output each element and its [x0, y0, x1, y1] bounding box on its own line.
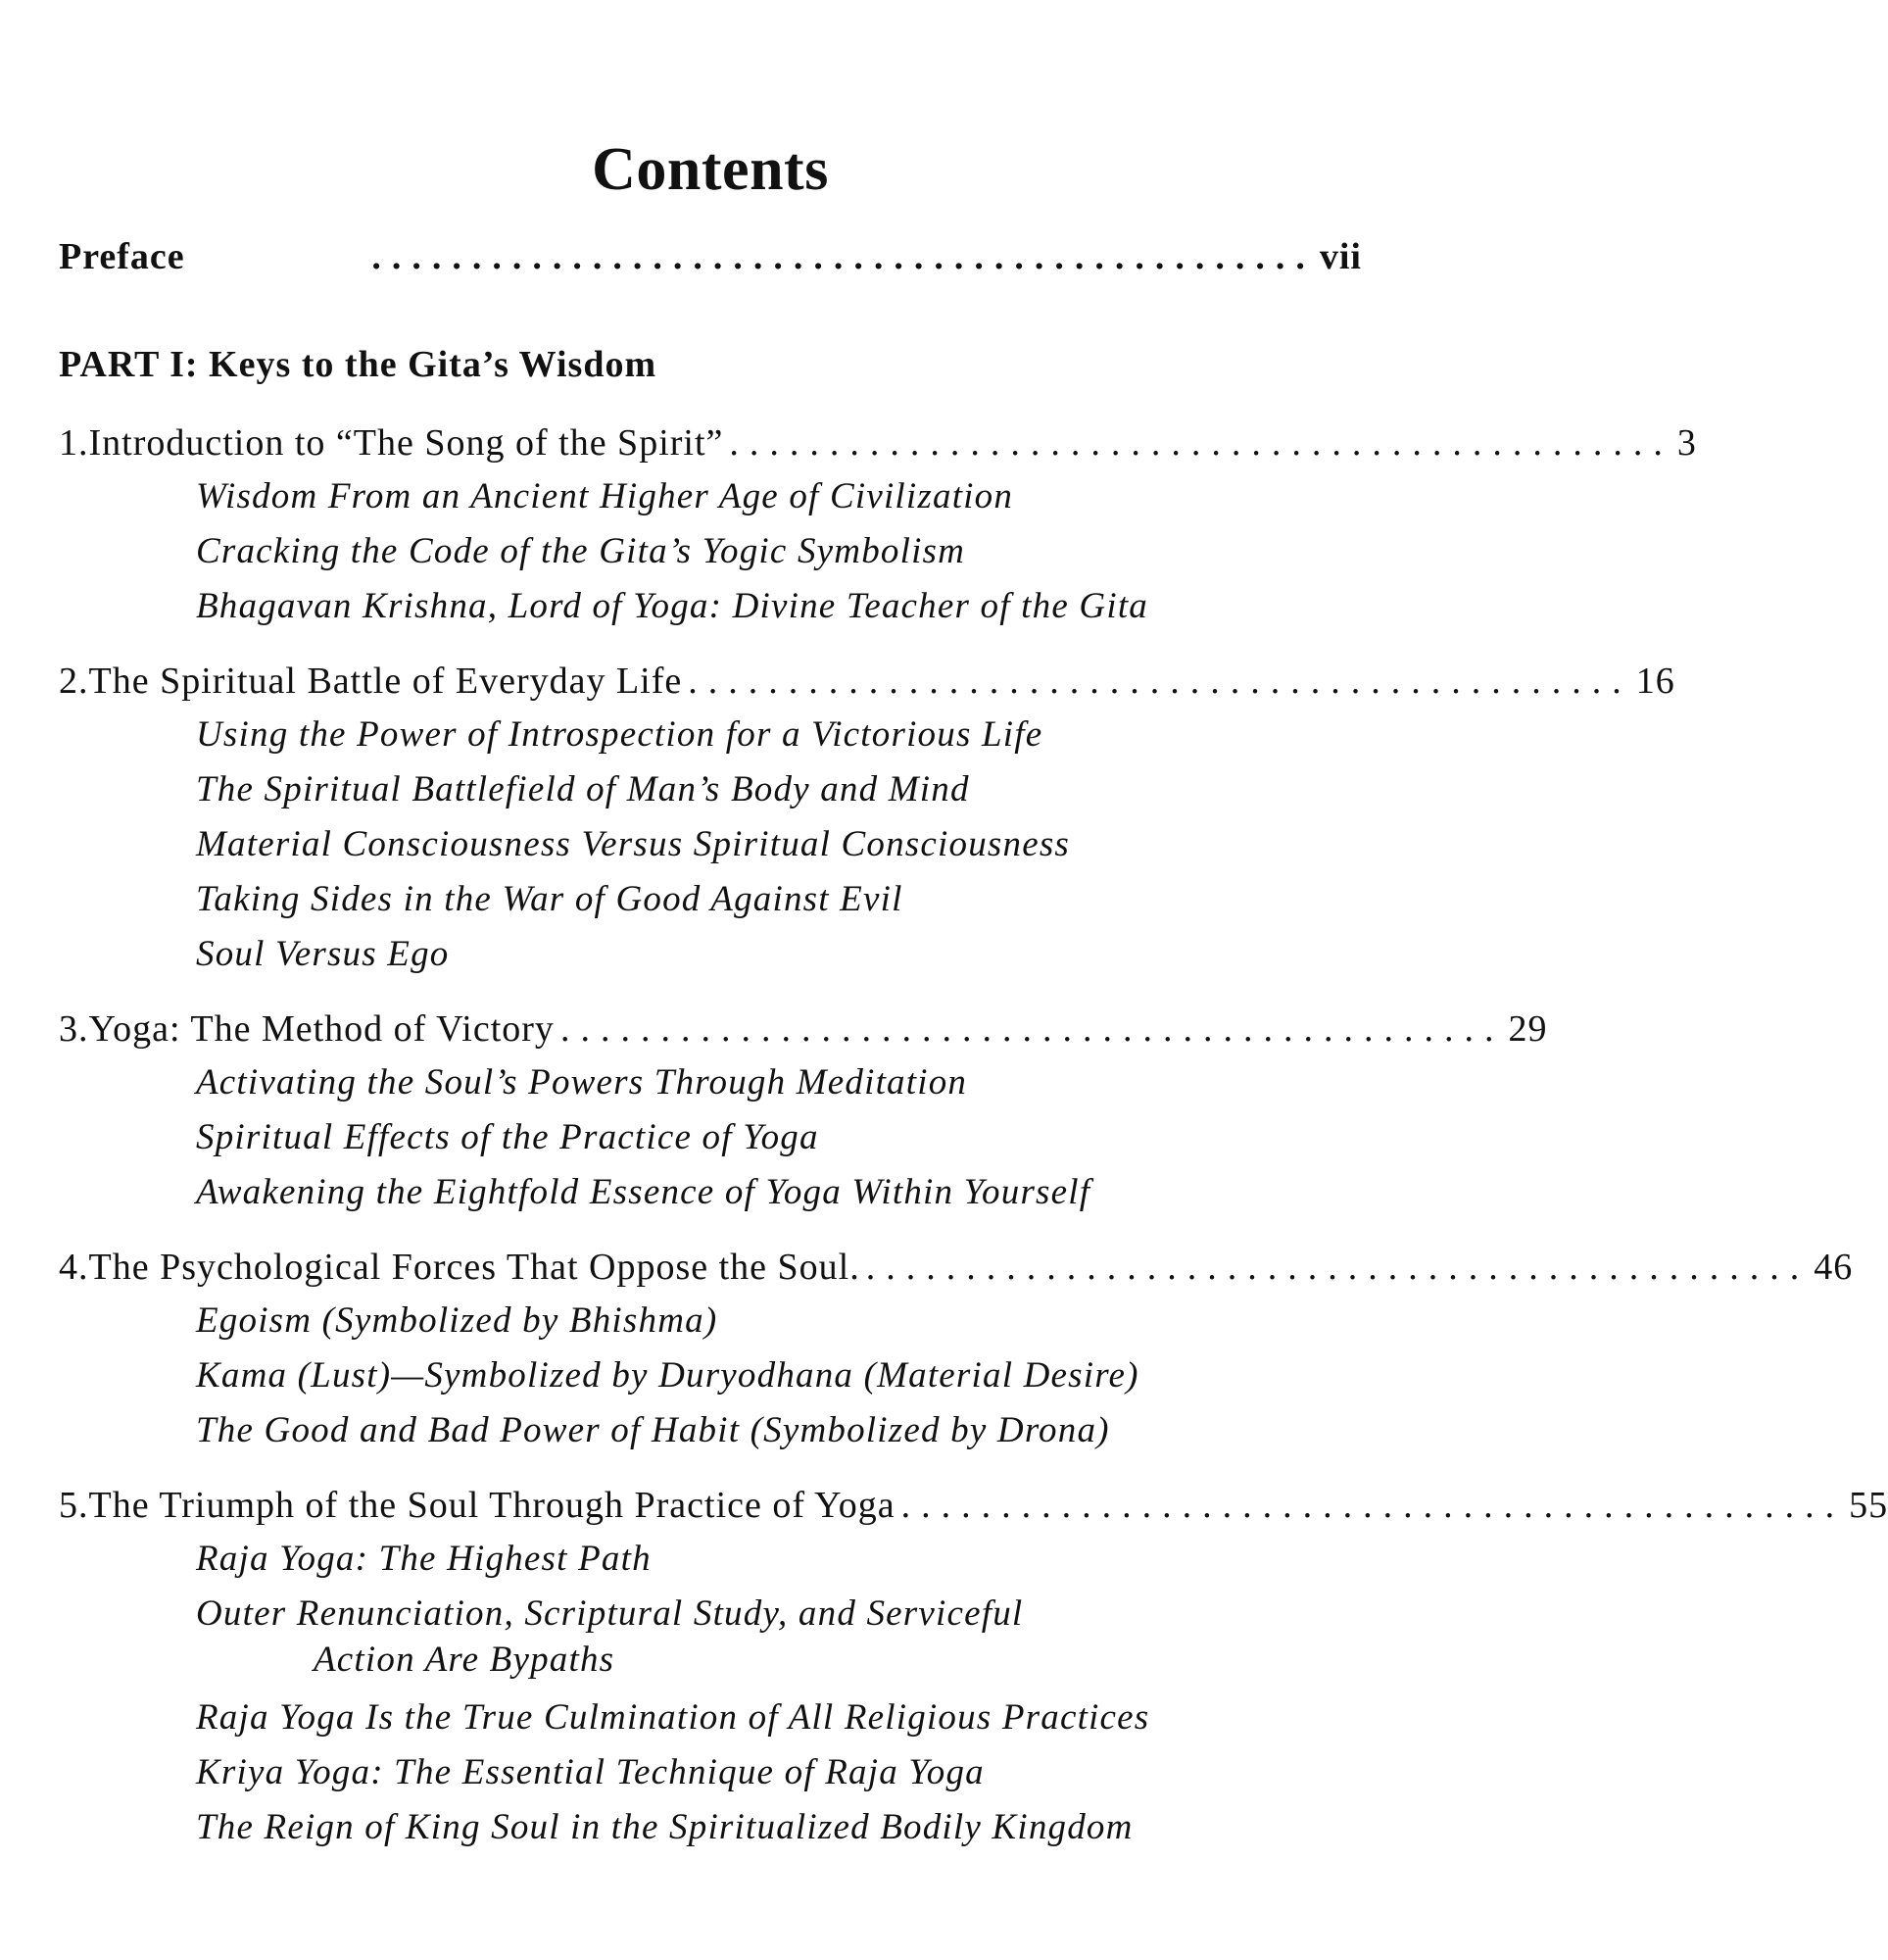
subsection: Egoism (Symbolized by Bhishma) — [196, 1300, 718, 1341]
page-number: 3 — [1676, 422, 1697, 464]
chapter-title: The Psychological Forces That Oppose the Soul. — [88, 1247, 860, 1288]
page-number: vii — [1319, 236, 1362, 277]
subsection: Awakening the Eightfold Essence of Yoga Within Yourself — [196, 1172, 1091, 1212]
subsection: Spiritual Effects of the Practice of Yoga — [196, 1117, 819, 1157]
subsection: Activating the Soul’s Powers Through Meditation — [196, 1062, 968, 1102]
dot-leader: ............................................... — [688, 661, 1632, 702]
subsection: Material Consciousness Versus Spiritual Consciousness — [196, 824, 1071, 864]
toc-entry-chapter-1[interactable] — [59, 421, 1697, 465]
chapter-number: 5. — [59, 1485, 89, 1526]
chapter-title: The Spiritual Battle of Everyday Life — [88, 661, 683, 702]
subsection: Wisdom From an Ancient Higher Age of Civilization — [196, 476, 1014, 516]
subsection: The Reign of King Soul in the Spiritualized Bodily Kingdom — [196, 1807, 1134, 1847]
toc-entry-chapter-2[interactable] — [59, 660, 1675, 703]
chapter-number: 2. — [59, 661, 89, 702]
part-heading: PART I: Keys to the Gita’s Wisdom — [59, 344, 657, 385]
page-number: 46 — [1814, 1247, 1854, 1288]
page-number: 16 — [1635, 661, 1675, 702]
subsection: Raja Yoga: The Highest Path — [196, 1539, 652, 1579]
subsection: The Good and Bad Power of Habit (Symbolized by Drona) — [196, 1410, 1110, 1450]
subsection: The Spiritual Battlefield of Man’s Body and Mind — [196, 769, 970, 809]
chapter-number: 3. — [59, 1008, 89, 1050]
subsection: Cracking the Code of the Gita’s Yogic Symbolism — [196, 531, 966, 571]
page-number: 55 — [1849, 1485, 1888, 1526]
subsection: Outer Renunciation, Scriptural Study, and Serviceful — [196, 1593, 1024, 1634]
entry-label: Preface — [59, 236, 185, 277]
page-title: Contents — [592, 136, 829, 203]
subsection: Taking Sides in the War of Good Against Evil — [196, 879, 903, 919]
toc-entry-chapter-5[interactable] — [59, 1484, 1888, 1527]
dot-leader: ............................................... — [900, 1485, 1846, 1526]
dot-leader: ............................................... — [371, 236, 1316, 277]
subsection: Kriya Yoga: The Essential Technique of Raja Yoga — [196, 1752, 985, 1792]
chapter-number: 4. — [59, 1247, 89, 1288]
subsection-continuation: Action Are Bypaths — [314, 1640, 615, 1680]
toc-entry-preface[interactable] — [59, 235, 1362, 278]
subsection: Using the Power of Introspection for a Victorious Life — [196, 714, 1043, 755]
subsection: Bhagavan Krishna, Lord of Yoga: Divine Teacher of the Gita — [196, 586, 1148, 626]
subsection: Kama (Lust)—Symbolized by Duryodhana (Material Desire) — [196, 1355, 1139, 1396]
chapter-number: 1. — [59, 422, 89, 464]
chapter-title: Introduction to “The Song of the Spirit” — [88, 422, 724, 464]
toc-entry-chapter-3[interactable] — [59, 1007, 1548, 1051]
dot-leader: ............................................... — [729, 422, 1673, 464]
dot-leader: ............................................... — [559, 1008, 1505, 1050]
chapter-title: Yoga: The Method of Victory — [88, 1008, 555, 1050]
subsection: Soul Versus Ego — [196, 934, 450, 974]
toc-entry-chapter-4[interactable] — [59, 1246, 1854, 1289]
page-number: 29 — [1508, 1008, 1548, 1050]
dot-leader: ............................................... — [865, 1247, 1811, 1288]
chapter-title: The Triumph of the Soul Through Practice of Yoga — [88, 1485, 896, 1526]
subsection: Raja Yoga Is the True Culmination of All Religious Practices — [196, 1697, 1150, 1738]
